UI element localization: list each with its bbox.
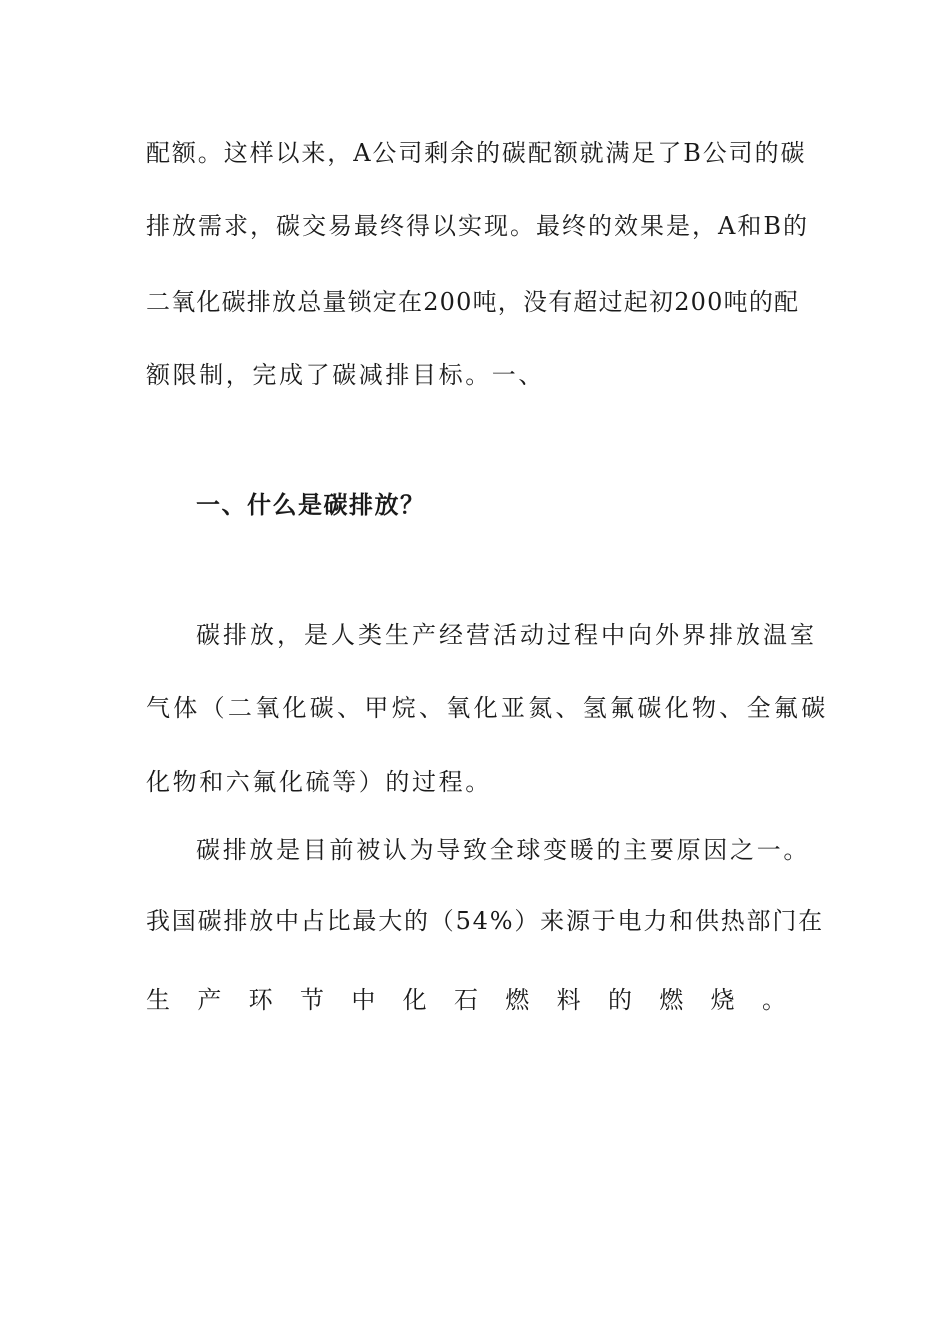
paragraph-line: 化物和六氟化硫等）的过程。 — [146, 768, 492, 796]
char: 石 — [453, 986, 478, 1014]
paragraph-line: 二氧化碳排放总量锁定在200吨，没有超过起初200吨的配 — [146, 288, 800, 316]
paragraph-line: 配额。这样以来，A公司剩余的碳配额就满足了B公司的碳 — [146, 139, 807, 167]
char: 的 — [607, 986, 632, 1014]
char: 环 — [248, 986, 273, 1014]
char: 节 — [299, 986, 324, 1014]
char: 中 — [351, 986, 376, 1014]
section-heading: 一、什么是碳排放？ — [196, 491, 426, 519]
char: 料 — [556, 986, 581, 1014]
paragraph-line: 我国碳排放中占比最大的（54%）来源于电力和供热部门在 — [146, 907, 824, 935]
char: 燃 — [659, 986, 684, 1014]
paragraph-line: 碳排放，是人类生产经营活动过程中向外界排放温室 — [196, 621, 817, 649]
paragraph-line: 排放需求，碳交易最终得以实现。最终的效果是，A和B的 — [146, 212, 809, 240]
char: 燃 — [505, 986, 530, 1014]
paragraph-line: 额限制，完成了碳减排目标。一、 — [146, 361, 545, 389]
paragraph-line: 碳排放是目前被认为导致全球变暖的主要原因之一。 — [196, 836, 811, 864]
char: 化 — [402, 986, 427, 1014]
justified-paragraph-line — [146, 984, 786, 1016]
char: 生 — [146, 986, 170, 1014]
char: 产 — [197, 986, 222, 1014]
char: 烧 — [710, 986, 735, 1014]
paragraph-line: 气体（二氧化碳、甲烷、氧化亚氮、氢氟碳化物、全氟碳 — [146, 694, 829, 722]
char: 。 — [761, 986, 786, 1014]
